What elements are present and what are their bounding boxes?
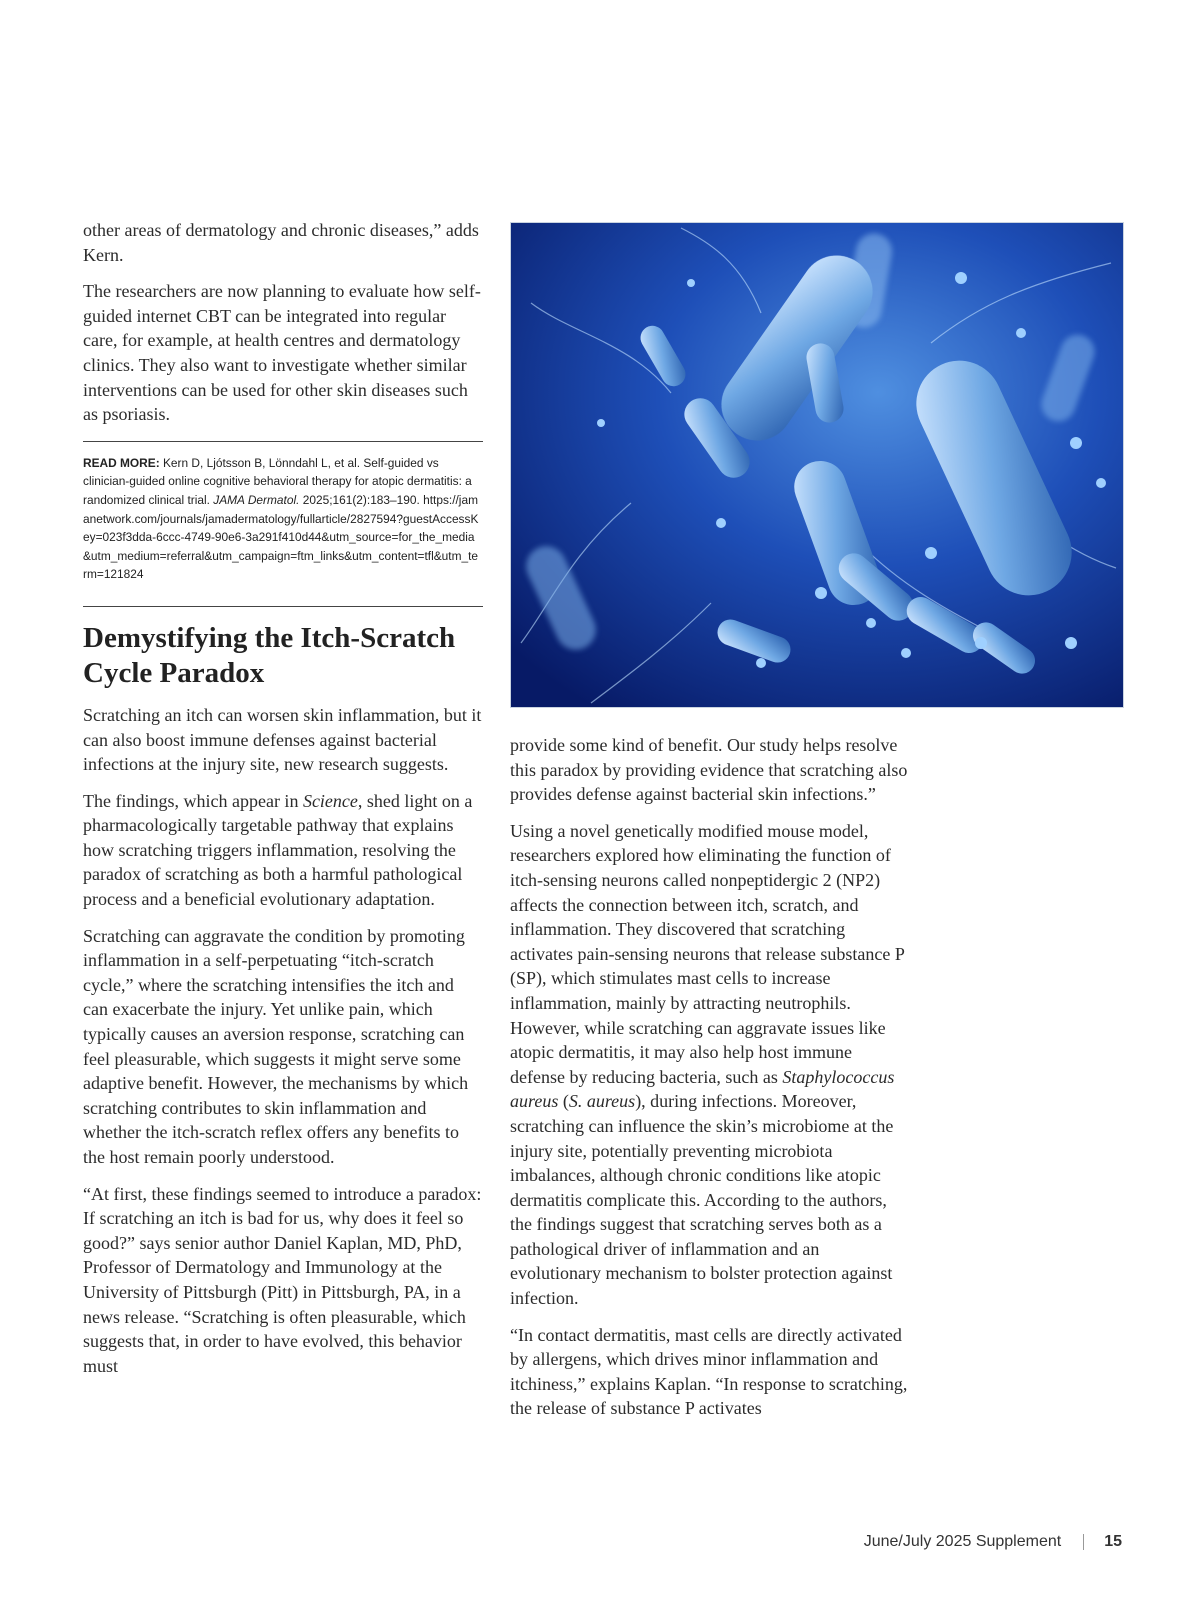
text-run: , shed light on a pharmacologically targetable pathway that explains how scratching triggers inflammation, resolving the paradox of scratching as both a harmful pathological process and a beneficial evolutionary adaptation. — [83, 790, 473, 910]
body-paragraph: “At first, these findings seemed to introduce a paradox: If scratching an itch is bad for us, why does it feel so good?” says senior author Daniel Kaplan, MD, PhD, Professor of Dermatology and Immunology at the University of Pittsburgh (Pitt) in Pittsburgh, PA, in a news release. “Scratching is often pleasurable, which suggests that, in order to have evolved, this behavior must — [83, 1183, 482, 1376]
text-run: ), during infections. Moreover, scratching can influence the skin’s microbiome at the injury site, potentially preventing microbiota imbalances, although chronic conditions like atopic dermatitis complicate this. According to the authors, the findings suggest that scratching serves both as a pathological driver of inflammation and an evolutionary mechanism to bolster protection against infection. — [510, 1091, 894, 1309]
article-headline: Demystifying the Itch-Scratch Cycle Paradox — [83, 621, 456, 689]
journal-name: JAMA Dermatol. — [213, 492, 300, 507]
journal-name: Science — [302, 790, 358, 811]
body-paragraph: The researchers are now planning to evaluate how self-guided internet CBT can be integrated into regular care, for example, at health centres and dermatology clinics. They also want to investigate whether similar interventions can be used for other skin diseases such as psoriasis. — [83, 281, 481, 425]
divider — [83, 606, 483, 607]
citation-text: Kern D, Ljótsson B, Lönndahl L, et al. Self-guided vs clinician-guided online cognitive behavioral therapy for atopic dermatitis: a randomized clinical trial. — [83, 455, 472, 507]
body-paragraph: other areas of dermatology and chronic diseases,” adds Kern. — [83, 220, 479, 265]
body-paragraph: provide some kind of benefit. Our study helps resolve this paradox by providing evidence that scratching also provides defense against bacterial skin infections.” — [510, 735, 908, 805]
text-run: The findings, which appear in — [83, 790, 303, 811]
page-footer — [864, 1533, 1122, 1551]
text-run: Using a novel genetically modified mouse model, researchers explored how eliminating the function of itch-sensing neurons called nonpeptidergic 2 (NP2) affects the connection between itch, scratch, and inflammation. They discovered that scratching activates pain-sensing neurons that release substance P (SP), which stimulates mast cells to increase inflammation, mainly by attracting neutrophils. However, while scratching can aggravate issues like atopic dermatitis, it may also help host immune defense by reducing bacteria, such as — [510, 820, 905, 1087]
body-paragraph: Scratching can aggravate the condition by promoting inflammation in a self-perpetuating “itch-scratch cycle,” where the scratching intensifies the itch and can exacerbate the injury. Yet unlike pain, which typically causes an aversion response, scratching can feel pleasurable, which suggests it might serve some adaptive benefit. However, the mechanisms by which scratching contributes to skin inflammation and whether the itch-scratch reflex offers any benefits to the host remain poorly understood. — [83, 925, 469, 1167]
citation-link[interactable]: 2025;161(2):183–190. https://jamanetwork.com/journals/jamadermatology/fullarticle/2827594?guestAccessKey=023f3dda-6ccc-4749-90e6-3a291f410d44&utm_source=for_the_media&utm_medium=referral&utm_campaign=ftm_links&utm_content=tfl&utm_term=121824 — [83, 492, 479, 582]
body-paragraph: “In contact dermatitis, mast cells are directly activated by allergens, which drives minor inflammation and itchiness,” explains Kaplan. “In response to scratching, the release of substance P activates — [510, 1324, 908, 1419]
body-paragraph — [510, 819, 910, 1311]
read-more-label: READ MORE: — [83, 455, 160, 470]
bacteria-illustration — [510, 222, 1124, 708]
species-name: S. aureus — [568, 1091, 636, 1112]
body-paragraph: Scratching an itch can worsen skin inflammation, but it can also boost immune defenses against bacterial infections at the injury site, new research suggests. — [83, 704, 482, 775]
bacteria-image — [511, 223, 1123, 707]
divider — [83, 441, 483, 442]
issue-label: June/July 2025 Supplement — [863, 1533, 1062, 1550]
text-run: ( — [558, 1091, 569, 1112]
species-name: Staphylococcus aureus — [510, 1066, 895, 1112]
page-number: 15 — [1104, 1533, 1122, 1550]
body-paragraph — [83, 789, 483, 912]
read-more-citation — [83, 454, 481, 584]
right-column — [510, 733, 910, 1433]
left-column — [83, 218, 483, 1390]
footer-separator — [1083, 1534, 1084, 1550]
